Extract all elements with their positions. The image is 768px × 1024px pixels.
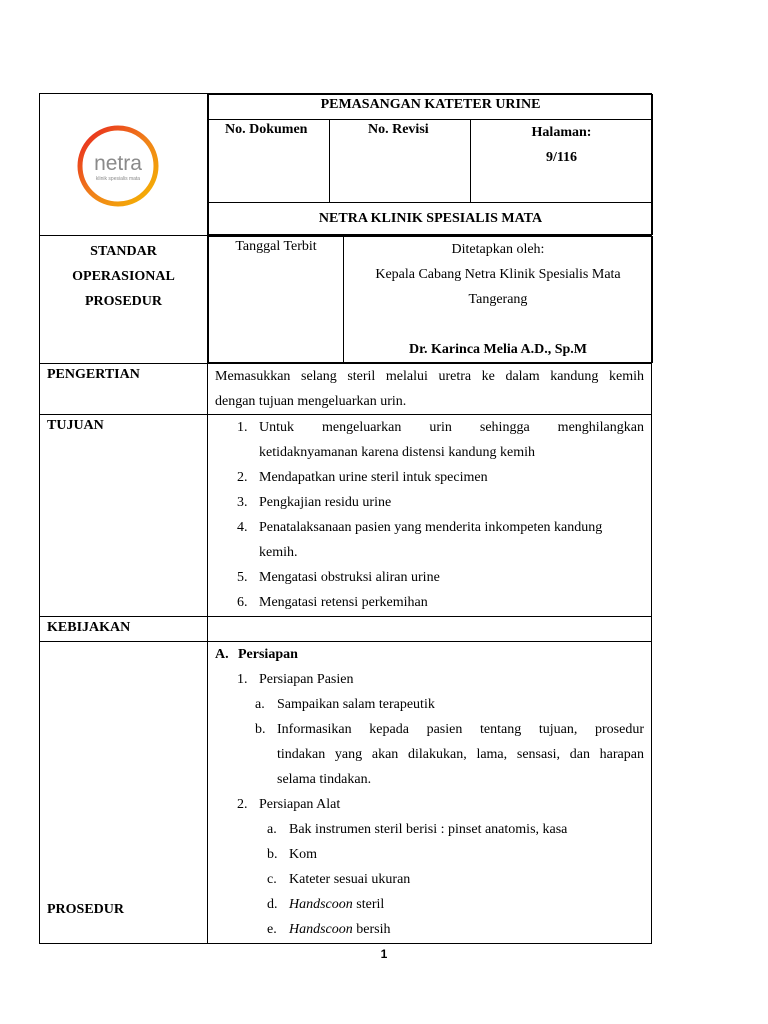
list-item: 5. Mengatasi obstruksi aliran urine [237, 570, 440, 585]
list-item: 2. Mendapatkan urine steril intuk specimen [237, 470, 488, 485]
list-item: 4. Penatalaksanaan pasien yang menderita inkompeten kandung kemih. [237, 520, 603, 560]
set-by-line2: Tangerang [468, 292, 528, 307]
sop-label-line3: PROSEDUR [84, 294, 162, 309]
institution-name: NETRA KLINIK SPESIALIS MATA [209, 203, 653, 235]
prosedur-content [208, 642, 652, 944]
list-item: a. Bak instrumen steril berisi : pinset anatomis, kasa [267, 822, 568, 837]
prosedur-label: PROSEDUR [40, 642, 208, 944]
signatory-name: Dr. Karinca Melia A.D., Sp.M [409, 342, 587, 357]
section-heading: A. Persiapan [215, 647, 298, 662]
tujuan-label: TUJUAN [40, 415, 208, 617]
set-by-label: Ditetapkan oleh: [451, 242, 545, 257]
issue-date-label: Tanggal Terbit [209, 237, 344, 363]
list-item: a. Sampaikan salam terapeutik [255, 697, 435, 712]
logo-cell [40, 94, 208, 236]
page-value: 9/116 [545, 150, 578, 165]
sop-label-line1: STANDAR [90, 244, 157, 259]
list-item: 6. Mengatasi retensi perkemihan [237, 595, 428, 610]
header-inner [208, 94, 653, 235]
pengertian-text [208, 364, 652, 415]
set-by-line1: Kepala Cabang Netra Klinik Spesialis Mata [375, 267, 621, 282]
pengertian-line1: Memasukkan selang steril melalui uretra ke dalam kandung kemih [215, 369, 644, 384]
list-item: b. Informasikan kepada pasien tentang tujuan, prosedur tindakan yang akan dilakukan, lama, sensasi, dan harapan selama tindakan. [255, 722, 644, 787]
list-item: 2. Persiapan Alat [237, 797, 341, 812]
list-item: c. Kateter sesuai ukuran [267, 872, 411, 887]
pengertian-line2: dengan tujuan mengeluarkan urin. [215, 394, 407, 409]
list-item: d. Handscoon steril [267, 897, 385, 912]
kebijakan-value [208, 617, 652, 642]
sop-inner [208, 236, 653, 363]
list-item: 1. Persiapan Pasien [237, 672, 354, 687]
list-item: 3. Pengkajian residu urine [237, 495, 392, 510]
sop-info-cell [208, 236, 652, 364]
sop-label-line2: OPERASIONAL [72, 269, 175, 284]
list-item: e. Handscoon bersih [267, 922, 391, 937]
kebijakan-label: KEBIJAKAN [40, 617, 208, 642]
logo-wordmark: netra [94, 152, 142, 175]
tujuan-list [208, 415, 652, 617]
list-item: 1. Untuk mengeluarkan urin sehingga menghilangkan ketidaknyamanan karena distensi kandung kemih [237, 420, 644, 460]
pengertian-label: PENGERTIAN [40, 364, 208, 415]
netra-logo [74, 122, 162, 210]
revision-label: No. Revisi [368, 122, 429, 137]
page-number: 1 [380, 947, 388, 961]
page-label: Halaman: [531, 125, 592, 140]
sop-label [40, 236, 208, 364]
sop-table [39, 93, 652, 944]
doc-number-label: No. Dokumen [225, 122, 308, 137]
list-item: b. Kom [267, 847, 317, 862]
header-cell [208, 94, 652, 236]
logo-tagline: klinik spesialis mata [95, 176, 141, 182]
document-title: PEMASANGAN KATETER URINE [209, 95, 653, 120]
